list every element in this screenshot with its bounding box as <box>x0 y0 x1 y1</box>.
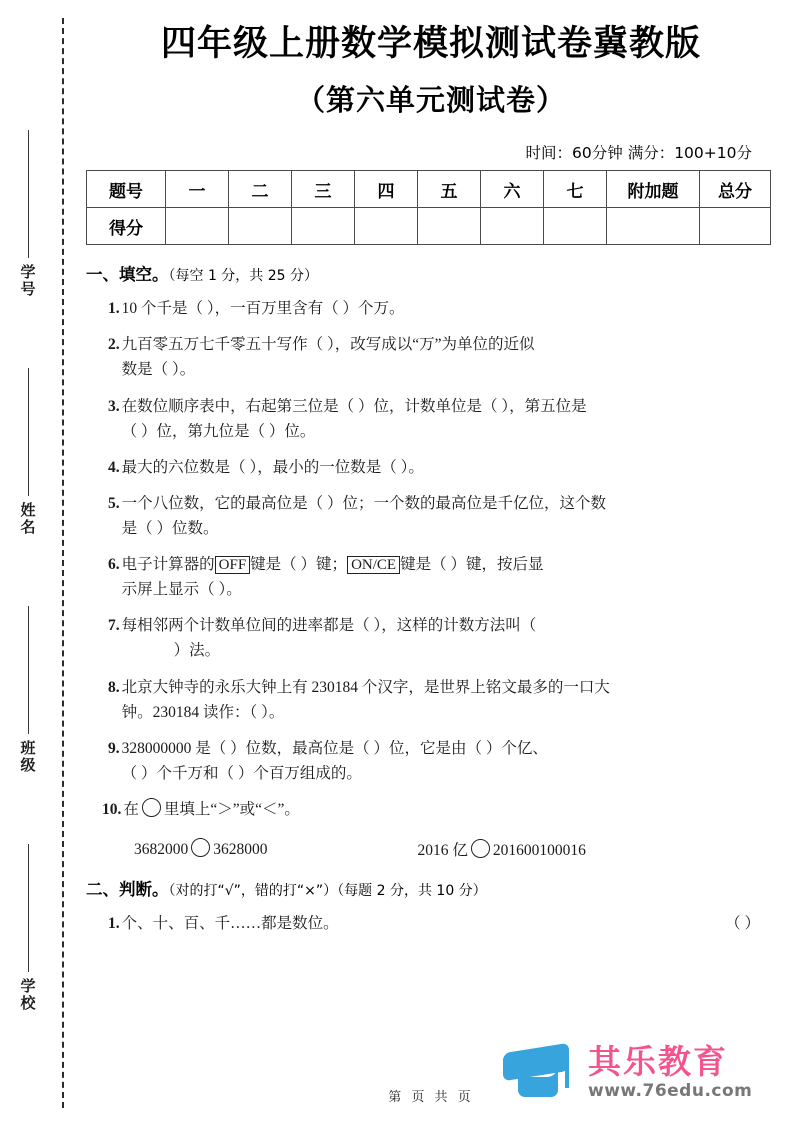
comparison-b-left: 2016 亿 <box>417 842 468 860</box>
cell-bonus: 附加题 <box>607 171 700 208</box>
question-line-2: （ ）位，第九位是（ ）位。 <box>121 422 316 440</box>
question-text <box>122 675 776 725</box>
score-table <box>86 170 771 245</box>
comparison-circle-icon-a[interactable] <box>191 838 210 857</box>
question-number: 4. <box>108 458 120 476</box>
answer-bracket[interactable]: （ ） <box>725 915 760 933</box>
question-line-2: 是（ ）位数。 <box>121 520 219 538</box>
question-line-1: 北京大钟寺的永乐大钟上有 230184 个汉字，是世界上铭文最多的一口大 <box>121 678 610 696</box>
question-text <box>122 613 776 663</box>
comparison-a-right: 3628000 <box>213 841 268 859</box>
exam-page <box>86 0 776 1122</box>
score-blank-total[interactable] <box>700 208 771 245</box>
section-points-fill-in: （每空 1 分，共 25 分） <box>168 268 319 285</box>
cell-label-score: 得分 <box>87 208 166 245</box>
score-blank-4[interactable] <box>355 208 418 245</box>
comparison-pair-b <box>418 838 586 860</box>
section-name-judge: 二、判断。 <box>86 880 169 900</box>
question-line-2: （ ）个千万和（ ）个百万组成的。 <box>121 764 362 782</box>
question-number: 9. <box>108 739 120 757</box>
cell-q6: 六 <box>481 171 544 208</box>
comparison-b-right: 201600100016 <box>492 842 586 860</box>
question-text-prefix: 电子计算器的 <box>121 556 215 574</box>
section-name-fill-in: 一、填空。 <box>86 265 169 285</box>
cap-top-shape <box>503 1043 569 1081</box>
question-text <box>122 491 776 541</box>
site-logo <box>500 1042 752 1104</box>
question-line-1: 每相邻两个计数单位间的进率都是（ ），这样的计数方法叫（ <box>121 617 537 635</box>
binding-sidebar <box>0 0 78 1122</box>
question-fill-7 <box>86 613 776 663</box>
question-fill-9 <box>86 736 776 786</box>
question-number: 8. <box>108 678 120 696</box>
score-blank-1[interactable] <box>166 208 229 245</box>
page-subtitle: （第六单元测试卷） <box>295 83 566 118</box>
cell-total: 总分 <box>700 171 771 208</box>
page-footer: 第 页 共 页 <box>388 1090 474 1105</box>
sidebar-rule <box>28 130 29 258</box>
question-text <box>122 552 776 602</box>
question-judge-1 <box>86 911 776 936</box>
question-text-mid-2: 键是（ ）键，按后显 <box>400 556 544 574</box>
question-line-1: 一个八位数，它的最高位是（ ）位；一个数的最高位是千亿位，这个数 <box>121 494 607 512</box>
page-title: 四年级上册数学模拟测试卷冀教版 <box>160 24 701 64</box>
cell-label-question-no: 题号 <box>87 171 166 208</box>
question-text <box>123 797 776 822</box>
question-text <box>122 394 776 444</box>
question-text <box>122 332 776 382</box>
comparison-row <box>86 838 776 860</box>
question-number: 1. <box>108 915 120 933</box>
score-blank-bonus[interactable] <box>607 208 700 245</box>
sidebar-field-xuehao <box>0 130 56 298</box>
question-number: 10. <box>102 801 122 818</box>
sidebar-rule <box>28 844 29 972</box>
table-row-question-numbers <box>87 171 771 208</box>
comparison-circle-icon-b[interactable] <box>471 839 490 858</box>
cell-q2: 二 <box>229 171 292 208</box>
question-fill-10 <box>86 797 776 822</box>
cell-q7: 七 <box>544 171 607 208</box>
question-line-1: 328000000 是（ ）位数，最高位是（ ）位，它是由（ ）个亿、 <box>121 739 548 757</box>
question-line-2: 数是（ ）。 <box>121 361 196 379</box>
exam-meta: 时间：60分钟 满分：100+10分 <box>525 144 752 163</box>
question-number: 1. <box>108 300 120 318</box>
question-line-1: 九百零五万七千零五十写作（ ），改写成以“万”为单位的近似 <box>121 336 535 354</box>
score-blank-2[interactable] <box>229 208 292 245</box>
question-text-mid-1: 键是（ ）键； <box>250 556 348 574</box>
score-blank-3[interactable] <box>292 208 355 245</box>
sidebar-rule <box>28 368 29 496</box>
section-points-judge: （对的打“√”，错的打“×”）（每题 2 分，共 10 分） <box>168 883 487 900</box>
question-fill-8 <box>86 675 776 725</box>
question-text-prefix: 在 <box>123 801 139 818</box>
question-line-2: 钟。230184 读作：（ ）。 <box>121 703 285 721</box>
calculator-key-on-ce: ON/CE <box>347 556 400 574</box>
question-text <box>122 911 776 936</box>
sidebar-field-xuexiao <box>0 844 56 1012</box>
logo-brand-name: 其乐教育 <box>588 1042 728 1082</box>
cell-q3: 三 <box>292 171 355 208</box>
question-line-1: 在数位顺序表中，右起第三位是（ ）位，计数单位是（ ），第五位是 <box>121 397 587 415</box>
question-text-suffix: 里填上“＞”或“＜”。 <box>163 801 300 818</box>
question-number: 3. <box>108 397 120 415</box>
calculator-key-off: OFF <box>215 556 251 574</box>
question-number: 5. <box>108 494 120 512</box>
score-blank-5[interactable] <box>418 208 481 245</box>
sidebar-rule <box>28 606 29 734</box>
sidebar-label-xuehao: 学号 <box>18 264 37 298</box>
logo-url: www.76edu.com <box>588 1080 753 1101</box>
cell-q4: 四 <box>355 171 418 208</box>
question-line-1: 个、十、百、千……都是数位。 <box>121 915 339 933</box>
score-blank-7[interactable] <box>544 208 607 245</box>
question-text: 10 个千是（ ），一百万里含有（ ）个万。 <box>121 300 405 318</box>
sidebar-field-xingming <box>0 368 56 536</box>
comparison-circle-icon[interactable] <box>142 798 161 817</box>
cell-q1: 一 <box>166 171 229 208</box>
section-heading-judge <box>86 876 776 900</box>
question-number: 2. <box>108 336 120 354</box>
question-fill-1 <box>86 296 776 321</box>
question-number: 6. <box>108 556 120 574</box>
sidebar-label-xuexiao: 学校 <box>18 978 37 1012</box>
logo-text-block <box>588 1042 753 1101</box>
question-fill-3 <box>86 394 776 444</box>
question-number: 7. <box>108 617 120 635</box>
question-line-2-text: ）法。 <box>173 642 221 660</box>
graduation-cap-icon <box>500 1042 586 1104</box>
question-fill-2 <box>86 332 776 382</box>
question-text <box>122 736 776 786</box>
score-blank-6[interactable] <box>481 208 544 245</box>
table-row-scores <box>87 208 771 245</box>
question-text: 最大的六位数是（ ），最小的一位数是（ ）。 <box>121 458 424 476</box>
sidebar-label-banji: 班级 <box>18 740 37 774</box>
sidebar-field-banji <box>0 606 56 774</box>
comparison-a-left: 3682000 <box>134 841 189 859</box>
question-fill-5 <box>86 491 776 541</box>
sidebar-label-xingming: 姓名 <box>18 502 37 536</box>
question-line-2 <box>122 638 770 663</box>
comparison-pair-a <box>134 838 268 860</box>
question-fill-6 <box>86 552 776 602</box>
question-line-2: 示屏上显示（ ）。 <box>121 581 242 599</box>
dashed-fold-line <box>62 18 64 1108</box>
cell-q5: 五 <box>418 171 481 208</box>
question-fill-4 <box>86 455 776 480</box>
section-heading-fill-in <box>86 261 776 285</box>
